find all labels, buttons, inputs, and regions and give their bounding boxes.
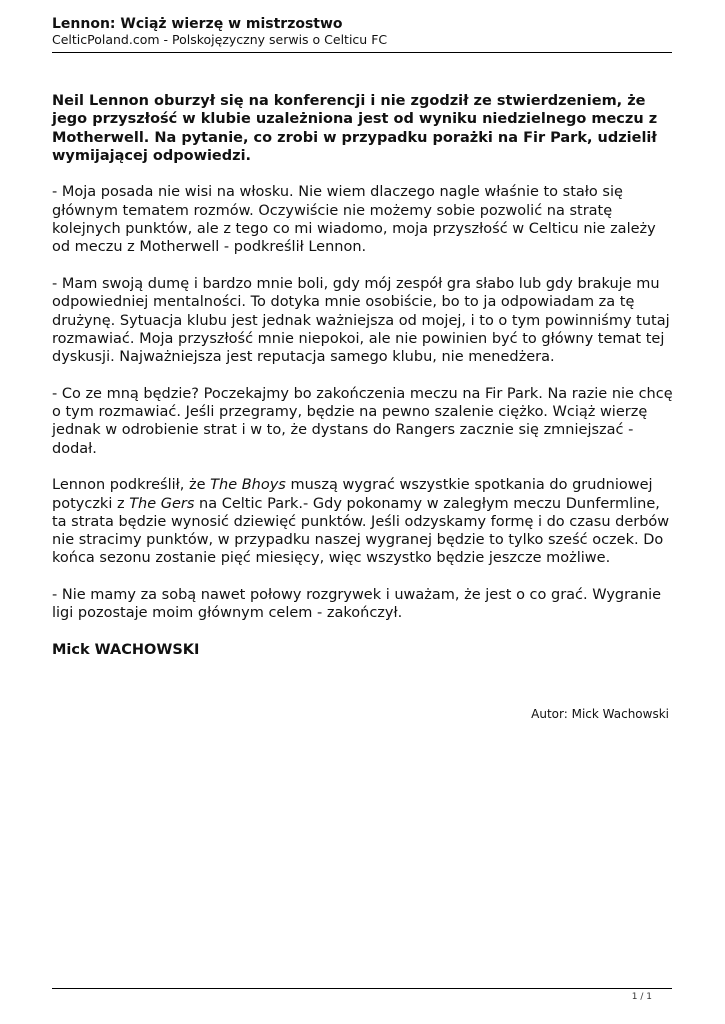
document-header xyxy=(52,16,672,48)
article-paragraph-1: - Moja posada nie wisi na włosku. Nie wiem dlaczego nagle właśnie to stało się głównym tematem rozmów. Oczywiście nie możemy sobie pozwolić na stratę kolejnych punktów, ale z tego co mi wiadomo, moja przyszłość w Celticu nie zależy od meczu z Motherwell - podkreślił Lennon. xyxy=(52,184,656,256)
header-divider xyxy=(52,52,672,53)
author-credit: Autor: Mick Wachowski xyxy=(531,707,669,721)
article-body xyxy=(52,92,674,678)
paragraph-4-text-1: Lennon podkreślił, że xyxy=(52,477,211,494)
article-lead: Neil Lennon oburzył się na konferencji i nie zgodził ze stwierdzeniem, że jego przyszłość w klubie uzależniona jest od wyniku niedzielnego meczu z Motherwell. Na pytanie, co zrobi w przypadku porażki na Fir Park, udzielił wymijającej odpowiedzi. xyxy=(52,93,658,164)
article-paragraph-2: - Mam swoją dumę i bardzo mnie boli, gdy mój zespół gra słabo lub gdy brakuje mu odpowiedniej mentalności. To dotyka mnie osobiście, bo to ja odpowiadam za tę drużynę. Sytuacja klubu jest jednak ważniejsza od mojej, i to o tym powinniśmy tutaj rozmawiać. Moja przyszłość mnie niepokoi, ale nie powinien być to główny temat tej dyskusji. Najważniejsza jest reputacja samego klubu, nie menedżera. xyxy=(52,275,670,366)
page-number: 1 / 1 xyxy=(631,992,652,1002)
article-paragraph-3: - Co ze mną będzie? Poczekajmy bo zakończenia meczu na Fir Park. Na razie nie chcę o tym rozmawiać. Jeśli przegramy, będzie na pewno szalenie ciężko. Wciąż wierzę jednak w odrobienie strat i w to, że dystans do Rangers zacznie się zmniejszać - dodał. xyxy=(52,385,673,457)
article-paragraph-5: - Nie mamy za sobą nawet połowy rozgrywek i uważam, że jest o co grać. Wygranie ligi pozostaje moim głównym celem - zakończył. xyxy=(52,587,662,622)
team-nickname-bhoys: The Bhoys xyxy=(210,477,286,494)
article-signature: Mick WACHOWSKI xyxy=(52,641,200,658)
paragraph-4-text-2: muszą wygrać wszystkie spotkania do grudniowej potyczki z xyxy=(52,477,653,512)
footer-divider xyxy=(52,988,672,989)
site-subtitle: CelticPoland.com - Polskojęzyczny serwis o Celticu FC xyxy=(52,32,388,47)
team-nickname-gers: The Gers xyxy=(129,495,195,512)
article-paragraph-4 xyxy=(52,476,674,567)
paragraph-4-text-3: na Celtic Park.- Gdy pokonamy w zaległym meczu Dunfermline, ta strata będzie wynosić dziewięć punktów. Jeśli odzyskamy formę i do czasu derbów nie stracimy punktów, w przypadku naszej wygranej będzie to tylko sześć oczek. Do końca sezonu zostanie pięć miesięcy, więc wszystko będzie jeszcze możliwe. xyxy=(52,495,670,567)
article-title: Lennon: Wciąż wierzę w mistrzostwo xyxy=(52,16,343,32)
